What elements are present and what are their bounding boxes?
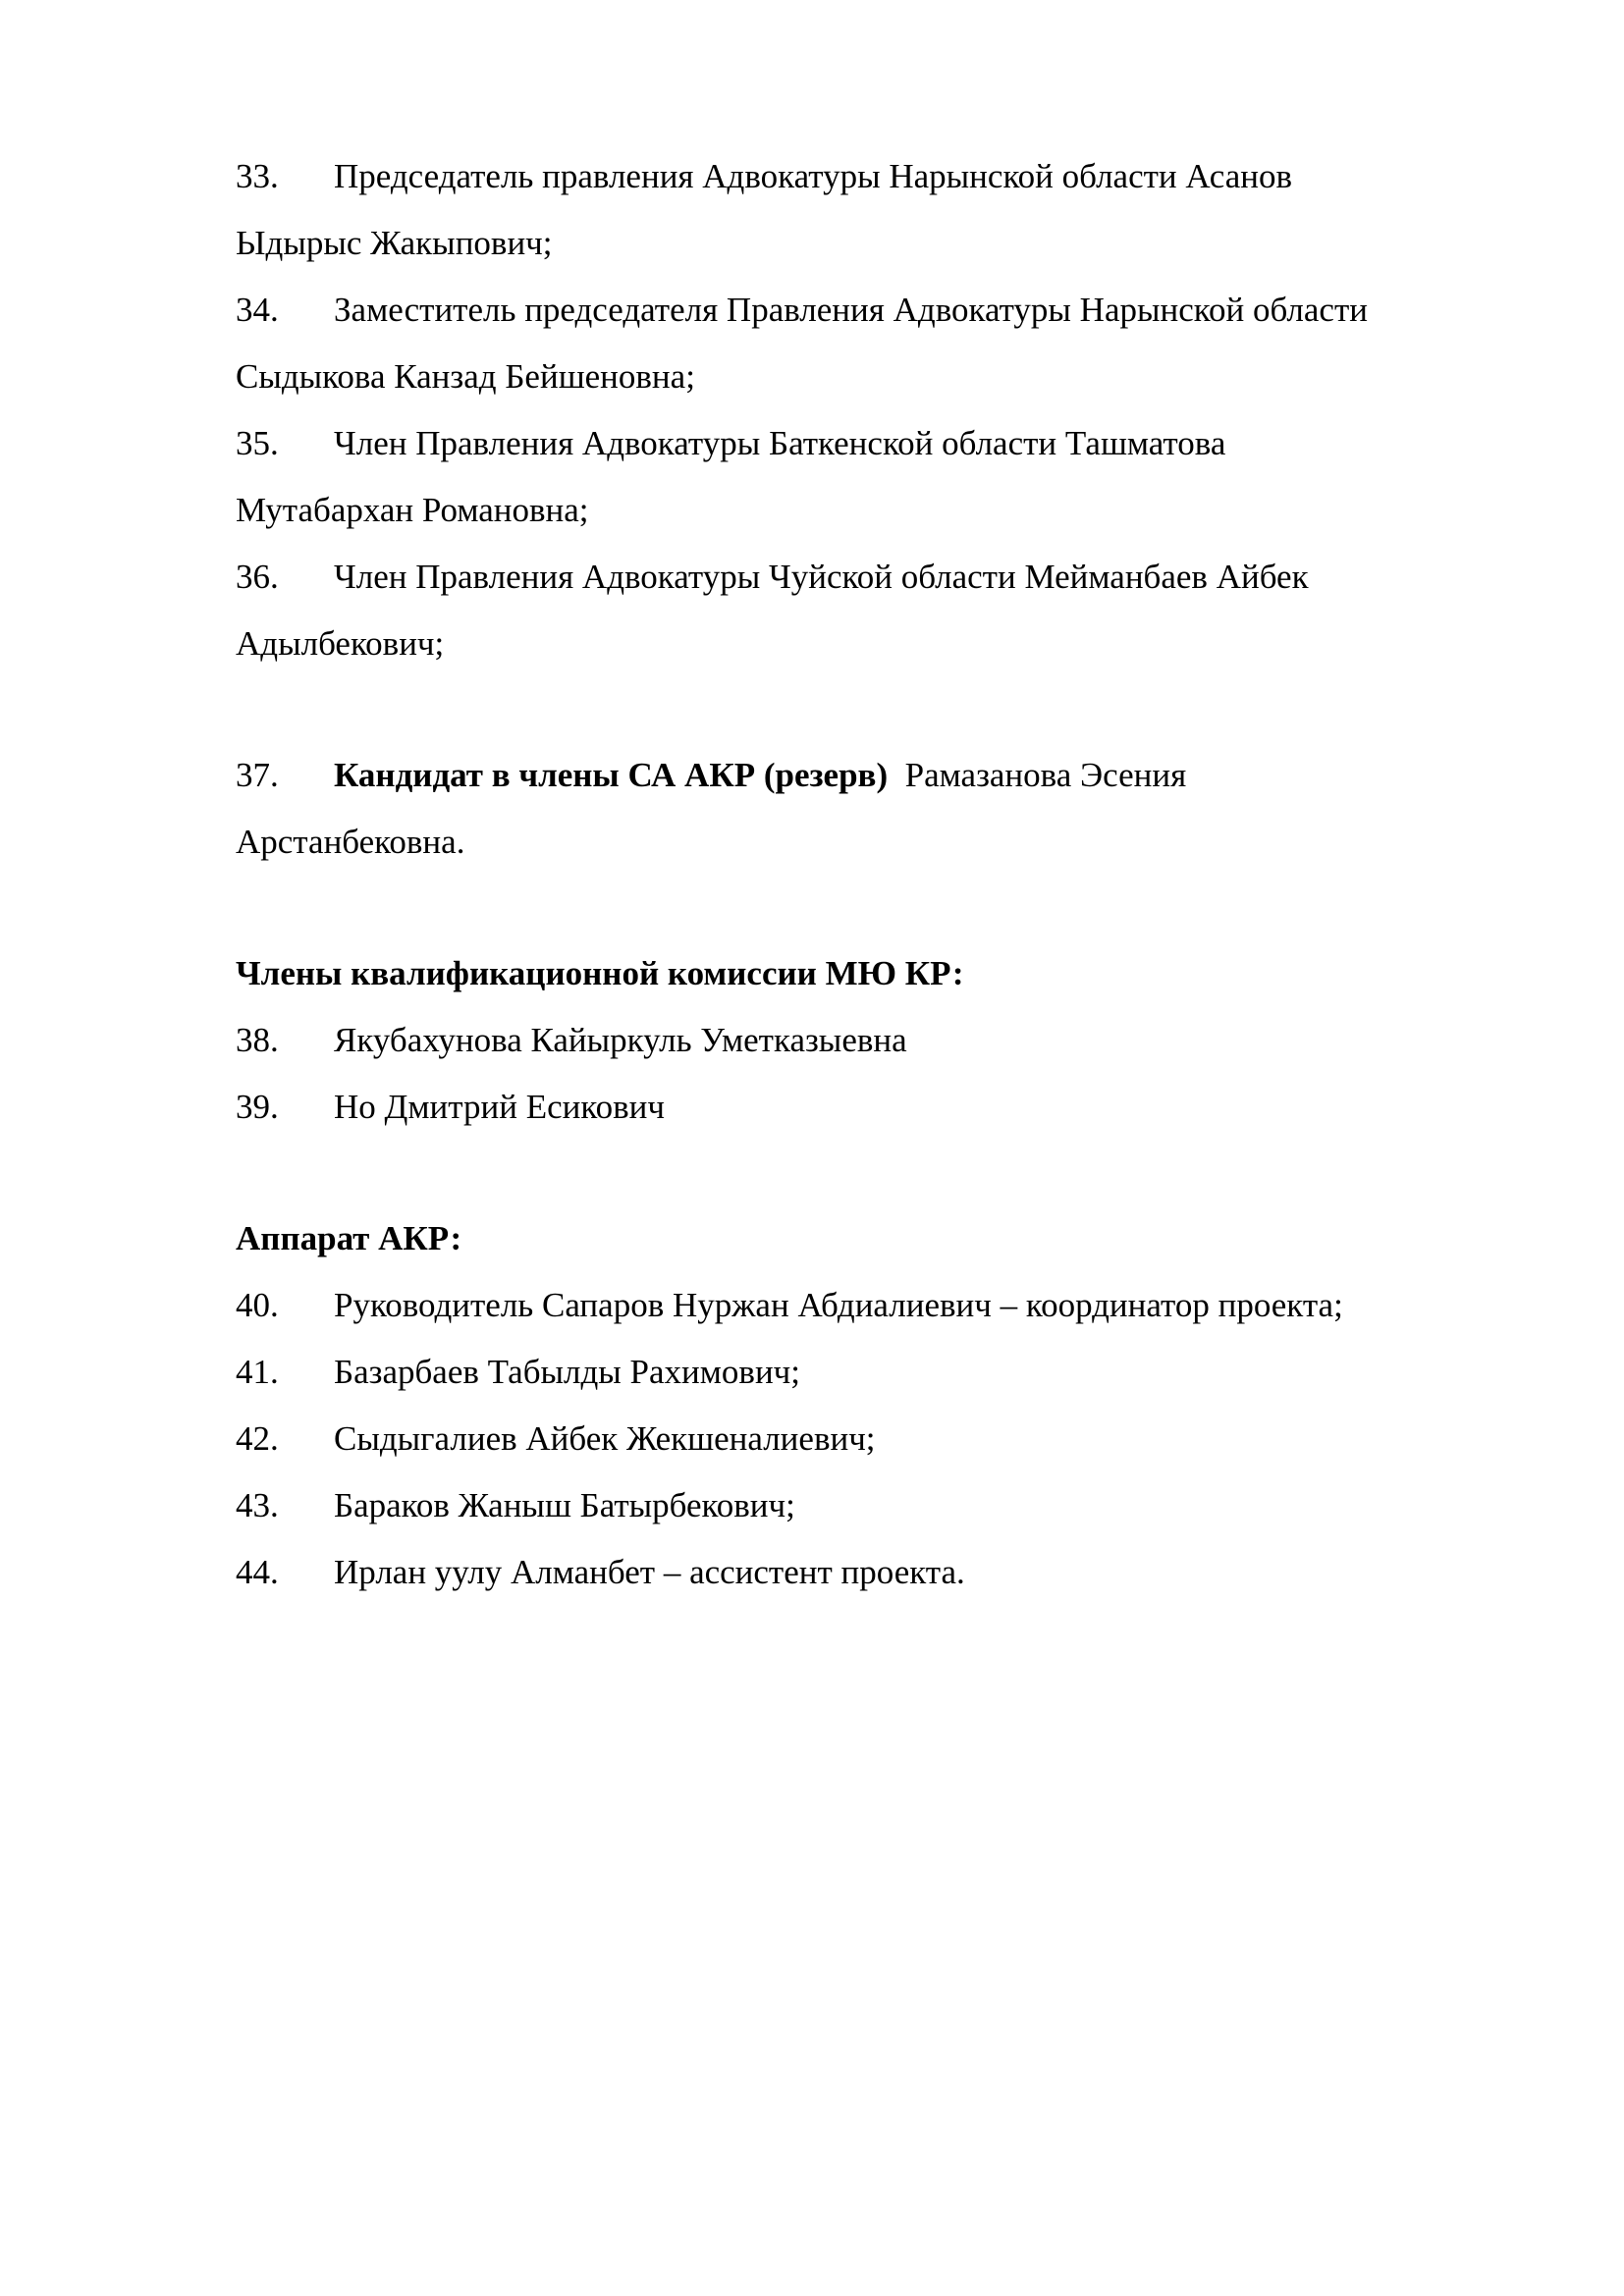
item-text: Член Правления Адвокатуры Чуйской области Мейманбаев Айбек <box>334 558 1309 596</box>
list-item <box>236 157 1292 196</box>
section-heading: Члены квалификационной комиссии МЮ КР: <box>236 954 964 992</box>
item-number: 35. <box>236 424 279 462</box>
item-text: Руководитель Сапаров Нуржан Абдиалиевич – координатор проекта; <box>334 1286 1343 1324</box>
item-number: 33. <box>236 157 279 195</box>
item-continuation: Сыдыкова Канзад Бейшеновна; <box>236 357 695 396</box>
item-continuation: Мутабархан Романовна; <box>236 491 589 529</box>
candidate-name: Рамазанова Эсения <box>904 756 1187 794</box>
item-text: Ирлан уулу Алманбет – ассистент проекта. <box>334 1553 965 1591</box>
item-number: 42. <box>236 1419 279 1458</box>
item-number: 41. <box>236 1353 279 1391</box>
item-text: Председатель правления Адвокатуры Нарынской области Асанов <box>334 157 1293 195</box>
item-number: 36. <box>236 558 279 596</box>
item-number: 39. <box>236 1088 279 1126</box>
list-item <box>236 1419 876 1459</box>
item-continuation: Арстанбековна. <box>236 823 465 861</box>
section-heading: Аппарат АКР: <box>236 1219 462 1257</box>
item-text: Бараков Жаныш Батырбекович; <box>334 1486 795 1524</box>
item-text: Заместитель председателя Правления Адвокатуры Нарынской области <box>334 291 1368 329</box>
item-text: Но Дмитрий Есикович <box>334 1088 665 1126</box>
list-item <box>236 1088 665 1127</box>
list-item <box>236 558 1309 597</box>
list-item <box>236 1353 800 1392</box>
list-item <box>236 1021 907 1060</box>
list-item <box>236 291 1368 330</box>
item-number: 37. <box>236 756 279 794</box>
item-number: 34. <box>236 291 279 329</box>
list-item <box>236 1286 1343 1325</box>
candidate-label: Кандидат в члены СА АКР (резерв) <box>334 756 889 794</box>
item-number: 43. <box>236 1486 279 1524</box>
list-item <box>236 1486 795 1525</box>
item-number: 40. <box>236 1286 279 1324</box>
item-text: Член Правления Адвокатуры Баткенской области Ташматова <box>334 424 1226 462</box>
item-text: Базарбаев Табылды Рахимович; <box>334 1353 801 1391</box>
item-continuation: Ыдырыс Жакыпович; <box>236 224 553 262</box>
list-item <box>236 1553 965 1592</box>
item-text: Якубахунова Кайыркуль Уметказыевна <box>334 1021 907 1059</box>
item-number: 38. <box>236 1021 279 1059</box>
list-item <box>236 424 1225 463</box>
item-number: 44. <box>236 1553 279 1591</box>
candidate-item <box>236 756 1186 795</box>
item-text: Сыдыгалиев Айбек Жекшеналиевич; <box>334 1419 876 1458</box>
item-continuation: Адылбекович; <box>236 624 445 663</box>
